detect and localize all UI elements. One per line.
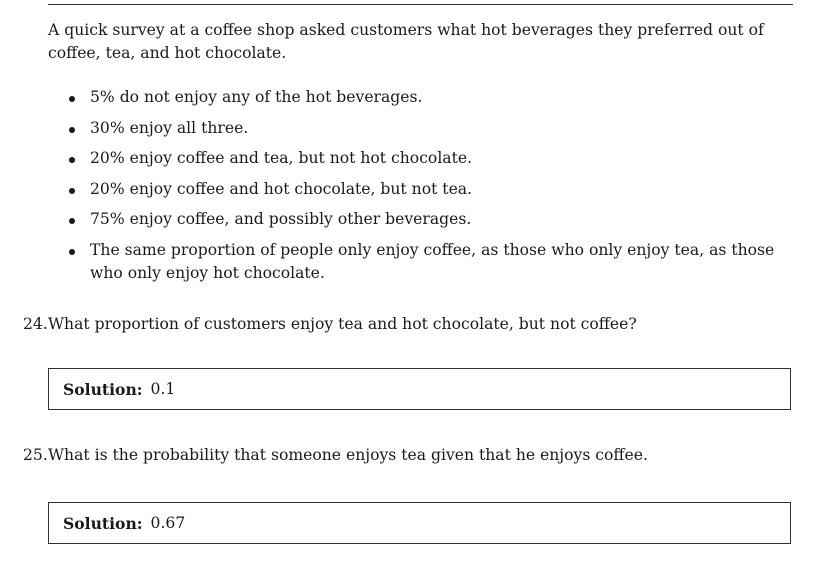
bullet-icon	[69, 188, 75, 194]
solution-box-24	[48, 368, 791, 410]
solution-label: Solution:	[63, 513, 143, 533]
bullet-icon	[69, 249, 75, 255]
list-item	[68, 208, 798, 231]
question-number: 25.	[23, 446, 48, 464]
solution-value: 0.1	[150, 380, 176, 398]
list-item	[68, 147, 798, 170]
question-text: What is the probability that someone enjoys tea given that he enjoys coffee.	[48, 446, 648, 464]
list-item	[68, 86, 798, 109]
fact-text: 20% enjoy coffee and hot chocolate, but not tea.	[90, 179, 473, 198]
facts-list	[68, 86, 798, 292]
fact-text: 30% enjoy all three.	[90, 118, 249, 137]
intro-paragraph: A quick survey at a coffee shop asked customers what hot beverages they preferred out of coffee, tea, and hot chocolate.	[48, 21, 764, 62]
list-item	[68, 117, 798, 140]
fact-text: The same proportion of people only enjoy coffee, as those who only enjoy tea, as those who only enjoy hot chocolate.	[90, 240, 775, 282]
fact-text: 5% do not enjoy any of the hot beverages.	[90, 88, 423, 106]
fact-text: 75% enjoy coffee, and possibly other beverages.	[90, 210, 472, 228]
list-item	[68, 178, 798, 201]
question-text: What proportion of customers enjoy tea and hot chocolate, but not coffee?	[48, 315, 637, 333]
fact-text: 20% enjoy coffee and tea, but not hot chocolate.	[90, 149, 473, 167]
bullet-icon	[69, 96, 75, 102]
solution-value: 0.67	[150, 514, 186, 532]
solution-box-25	[48, 502, 791, 544]
bullet-icon	[69, 127, 75, 133]
top-rule	[48, 4, 793, 5]
question-25	[23, 444, 803, 467]
bullet-icon	[69, 157, 75, 163]
question-number: 24.	[23, 315, 48, 333]
question-24	[23, 313, 803, 336]
list-item	[68, 239, 798, 285]
solution-label: Solution:	[63, 379, 143, 399]
bullet-icon	[69, 218, 75, 224]
